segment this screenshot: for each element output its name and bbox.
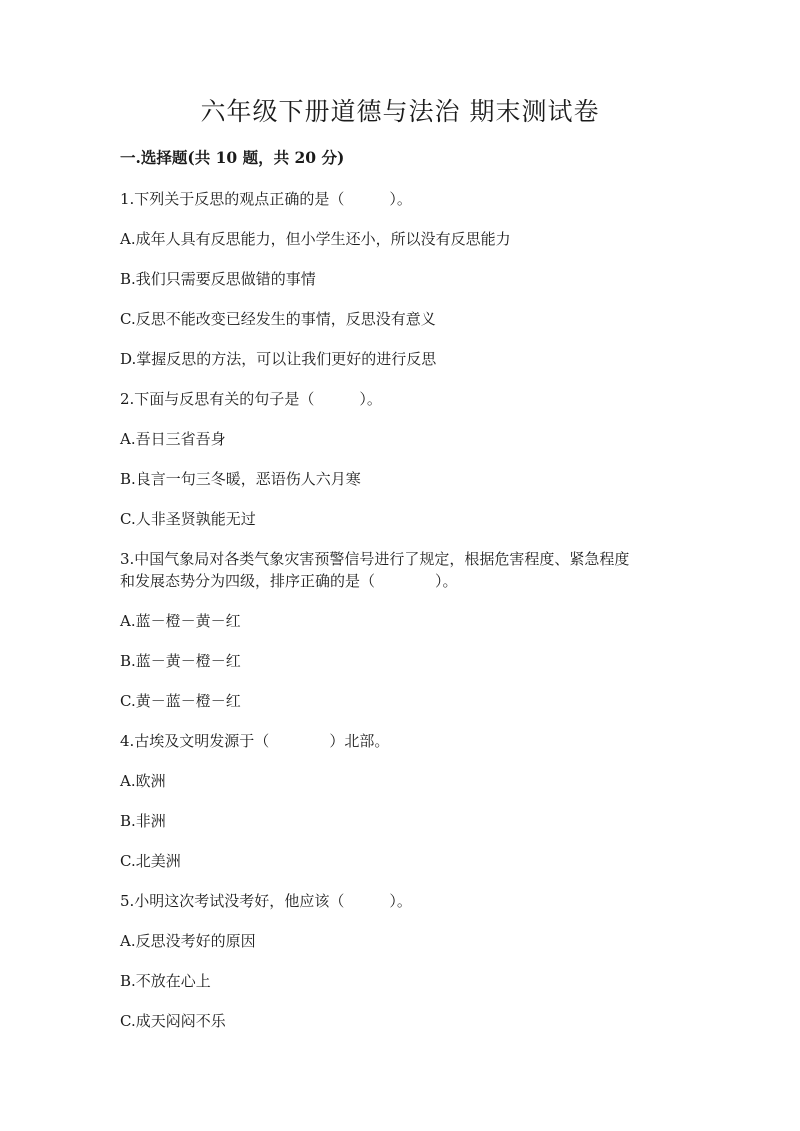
answer-option: A.蓝－橙－黄－红 bbox=[120, 612, 241, 630]
answer-option: A.欧洲 bbox=[120, 772, 166, 790]
question-stem: 5.小明这次考试没考好，他应该（ ）。 bbox=[120, 892, 412, 910]
answer-option: D.掌握反思的方法，可以让我们更好的进行反思 bbox=[120, 350, 437, 368]
answer-option: C.黄－蓝－橙－红 bbox=[120, 692, 241, 710]
answer-option: B.不放在心上 bbox=[120, 972, 211, 990]
question-stem: 1.下列关于反思的观点正确的是（ ）。 bbox=[120, 190, 412, 208]
answer-option: C.人非圣贤孰能无过 bbox=[120, 510, 256, 528]
answer-option: B.蓝－黄－橙－红 bbox=[120, 652, 241, 670]
answer-option: A.吾日三省吾身 bbox=[120, 430, 226, 448]
answer-option: A.反思没考好的原因 bbox=[120, 932, 256, 950]
page-title: 六年级下册道德与法治 期末测试卷 bbox=[200, 97, 600, 126]
answer-option: B.我们只需要反思做错的事情 bbox=[120, 270, 316, 288]
question-stem-line: 3.中国气象局对各类气象灾害预警信号进行了规定，根据危害程度、紧急程度 bbox=[120, 550, 630, 568]
question-stem: 4.古埃及文明发源于（ ）北部。 bbox=[120, 732, 390, 750]
question-stem: 2.下面与反思有关的句子是（ ）。 bbox=[120, 390, 382, 408]
question-list bbox=[120, 188, 690, 1050]
answer-option: C.成天闷闷不乐 bbox=[120, 1012, 226, 1030]
question-stem-line: 和发展态势分为四级，排序正确的是（ ）。 bbox=[120, 572, 458, 590]
answer-option: A.成年人具有反思能力，但小学生还小，所以没有反思能力 bbox=[120, 230, 511, 248]
answer-option: C.反思不能改变已经发生的事情，反思没有意义 bbox=[120, 310, 436, 328]
section-heading: 一.选择题(共 10 题，共 20 分) bbox=[120, 148, 345, 167]
answer-option: B.非洲 bbox=[120, 812, 166, 830]
answer-option: B.良言一句三冬暖，恶语伤人六月寒 bbox=[120, 470, 361, 488]
answer-option: C.北美洲 bbox=[120, 852, 181, 870]
